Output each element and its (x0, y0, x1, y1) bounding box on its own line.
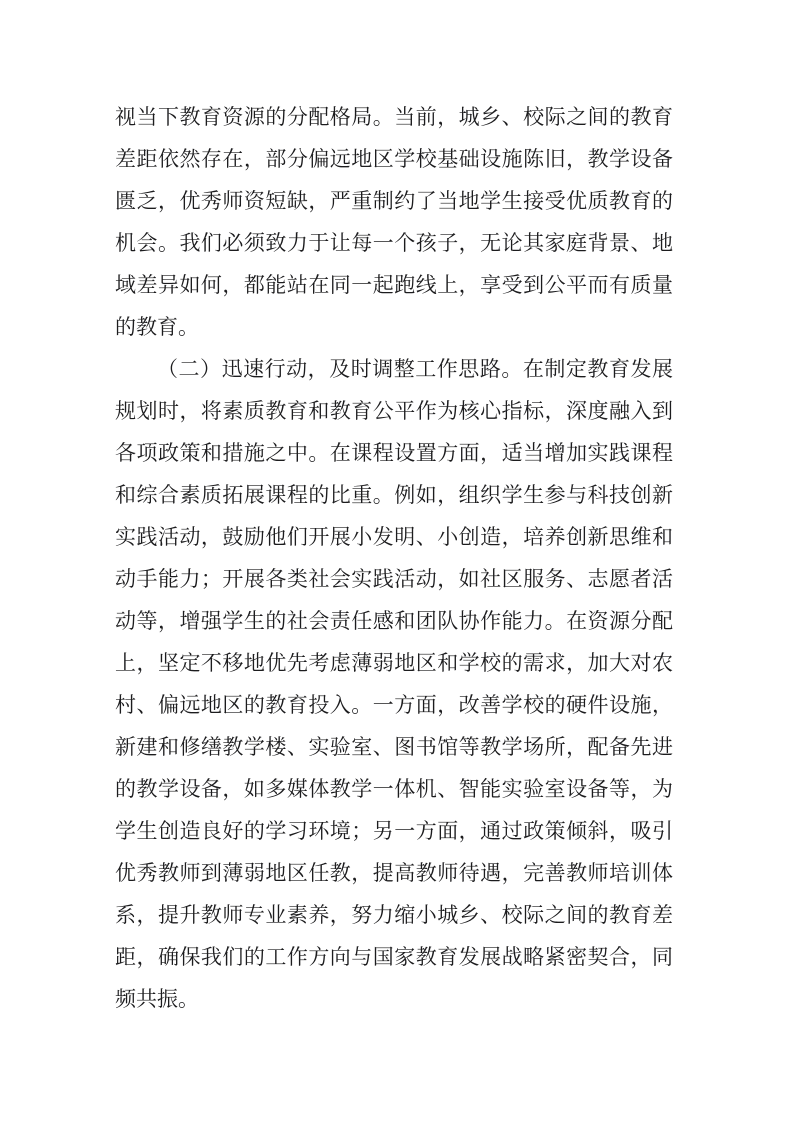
paragraph-section-two: （二）迅速行动，及时调整工作思路。在制定教育发展规划时，将素质教育和教育公平作为核心指标，深度融入到各项政策和措施之中。在课程设置方面，适当增加实践课程和综合素质拓展课程的比重。例如，组织学生参与科技创新实践活动，鼓励他们开展小发明、小创造，培养创新思维和动手能力；开展各类社会实践活动，如社区服务、志愿者活动等，增强学生的社会责任感和团队协作能力。在资源分配上，坚定不移地优先考虑薄弱地区和学校的需求，加大对农村、偏远地区的教育投入。一方面，改善学校的硬件设施，新建和修缮教学楼、实验室、图书馆等教学场所，配备先进的教学设备，如多媒体教学一体机、智能实验室设备等，为学生创造良好的学习环境；另一方面，通过政策倾斜，吸引优秀教师到薄弱地区任教，提高教师待遇，完善教师培训体系，提升教师专业素养，努力缩小城乡、校际之间的教育差距，确保我们的工作方向与国家教育发展战略紧密契合，同频共振。 (115, 358, 673, 1011)
document-text-block (115, 97, 673, 1021)
paragraph-continuation: 视当下教育资源的分配格局。当前，城乡、校际之间的教育差距依然存在，部分偏远地区学校基础设施陈旧，教学设备匮乏，优秀师资短缺，严重制约了当地学生接受优质教育的机会。我们必须致力于让每一个孩子，无论其家庭背景、地域差异如何，都能站在同一起跑线上，享受到公平而有质量的教育。 (115, 106, 673, 339)
